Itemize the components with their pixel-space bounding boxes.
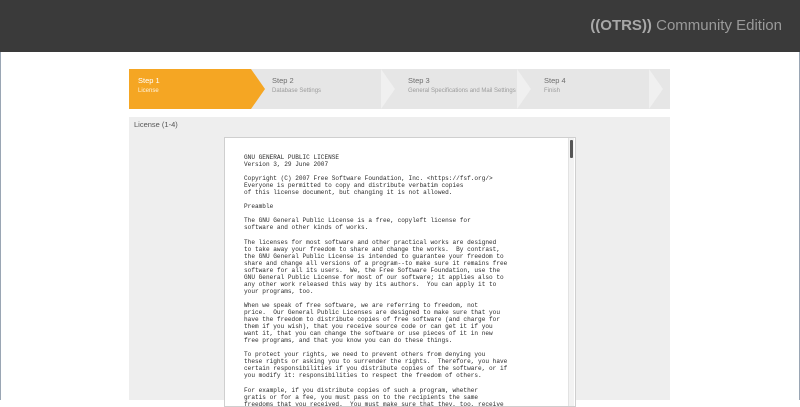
scrollbar-thumb[interactable] [570,140,573,158]
step-3 [399,69,531,109]
step-4 [535,69,655,109]
step-2-chevron [381,69,395,109]
header-bar [0,0,800,52]
step-progress [129,69,670,109]
step-1-label: License [138,88,159,94]
brand-edition: Community Edition [651,17,782,34]
step-2 [263,69,395,109]
step-1-number: Step 1 [138,76,160,85]
step-1 [129,69,251,109]
panel-title: License (1-4) [134,120,178,129]
license-panel [129,117,670,407]
license-scrollbar[interactable] [568,138,574,406]
step-4-chevron [649,69,663,109]
step-3-number: Step 3 [408,76,430,85]
brand-name: ((OTRS)) [590,17,652,34]
step-4-number: Step 4 [544,76,566,85]
step-3-label: General Specifications and Mail Settings [408,88,516,94]
step-4-label: Finish [544,88,561,94]
brand-logo [590,17,782,34]
license-textarea[interactable] [224,137,576,407]
step-2-number: Step 2 [272,76,294,85]
license-text: GNU GENERAL PUBLIC LICENSE Version 3, 29 June 2007 Copyright (C) 2007 Free Software Foundation, Inc. <https://fsf.org/> Everyone is permitted to copy and distribute verbatim copies of this license document, but changing it is not allowed. Preamble The GNU General Public License is a free, copyleft license for software and other kinds of works. The licenses for most software and other practical works are designed to take away your freedom to share and change the works. By contrast, the GNU General Public License is intended to guarantee your freedom to share and change all versions of a program--to make sure it remains free software for all its users. We, the Free Software Foundation, use the GNU General Public License for most of our software; it applies also to any other work released this way by its authors. You can apply it to your programs, too. When we speak of free software, we are referring to freedom, not price. Our General Public Licenses are designed to make sure that you have the freedom to distribute copies of free software (and charge for them if you wish), that you receive source code or can get it if you want it, that you can change the software or use pieces of it in new free programs, and that you know you can do these things. To protect your rights, we need to prevent others from denying you these rights or asking you to surrender the rights. Therefore, you have certain responsibilities if you distribute copies of the software, or if you modify it: responsibilities to respect the freedom of others. For example, if you distribute copies of such a program, whether gratis or for a fee, you must pass on to the recipients the same freedoms that you received. You must make sure that they, too, receive [244,154,508,407]
step-3-chevron [517,69,531,109]
step-2-label: Database Settings [272,88,322,94]
